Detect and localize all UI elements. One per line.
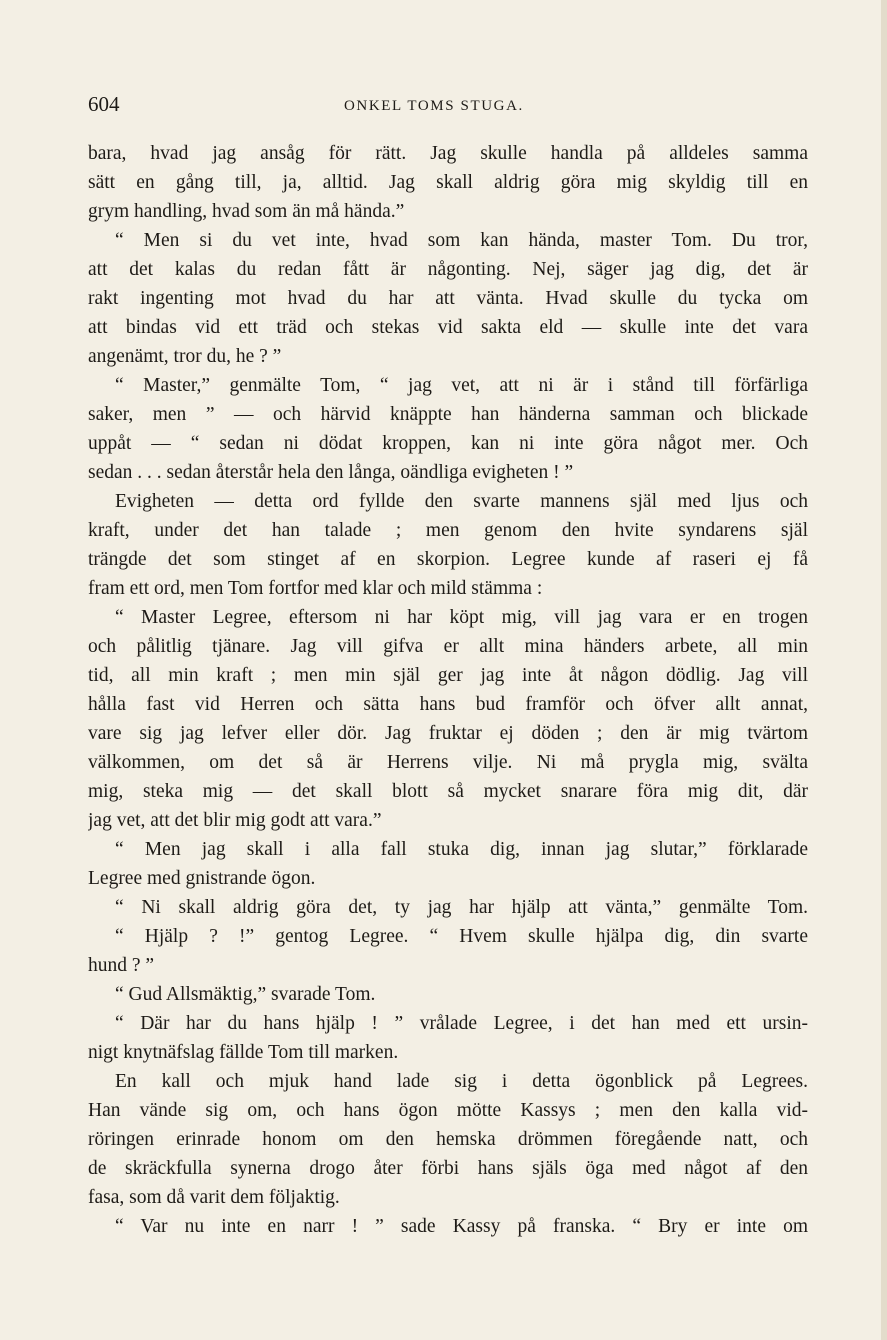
text-line: vare sig jag lefver eller dör. Jag fruktar ej döden ; den är mig tvärtom bbox=[88, 723, 808, 744]
text-line: angenämt, tror du, he ? ” bbox=[88, 346, 282, 367]
text-line: röringen erinrade honom om den hemska drömmen föregående natt, och bbox=[88, 1129, 808, 1150]
text-line: “ Där har du hans hjälp ! ” vrålade Legree, i det han med ett ursin- bbox=[115, 1013, 808, 1034]
text-line: hålla fast vid Herren och sätta hans bud framför och öfver allt annat, bbox=[88, 694, 808, 715]
page-edge bbox=[881, 0, 887, 1340]
running-title: ONKEL TOMS STUGA. bbox=[344, 98, 524, 114]
text-line: hund ? ” bbox=[88, 955, 155, 976]
text-line: fram ett ord, men Tom fortfor med klar och mild stämma : bbox=[88, 578, 543, 599]
text-line: grym handling, hvad som än må hända.” bbox=[88, 201, 405, 222]
text-line: sätt en gång till, ja, alltid. Jag skall aldrig göra mig skyldig till en bbox=[88, 172, 808, 193]
text-line: Han vände sig om, och hans ögon mötte Kassys ; men den kalla vid- bbox=[88, 1100, 808, 1121]
text-line: mig, steka mig — det skall blott så mycket snarare föra mig dit, där bbox=[88, 781, 808, 802]
text-line: “ Gud Allsmäktig,” svarade Tom. bbox=[115, 984, 376, 1005]
text-line: rakt ingenting mot hvad du har att vänta. Hvad skulle du tycka om bbox=[88, 288, 808, 309]
text-line: trängde det som stinget af en skorpion. Legree kunde af raseri ej få bbox=[88, 549, 808, 570]
text-line: kraft, under det han talade ; men genom den hvite syndarens själ bbox=[88, 520, 808, 541]
page-header bbox=[88, 92, 808, 122]
text-line: att det kalas du redan fått är någonting. Nej, säger jag dig, det är bbox=[88, 259, 808, 280]
text-line: “ Hjälp ? !” gentog Legree. “ Hvem skulle hjälpa dig, din svarte bbox=[115, 926, 808, 947]
text-line: och pålitlig tjänare. Jag vill gifva er allt mina händers arbete, all min bbox=[88, 636, 808, 657]
text-line: att bindas vid ett träd och stekas vid sakta eld — skulle inte det vara bbox=[88, 317, 808, 338]
text-line: “ Master,” genmälte Tom, “ jag vet, att ni är i stånd till förfärliga bbox=[115, 375, 808, 396]
text-line: fasa, som då varit dem följaktig. bbox=[88, 1187, 340, 1208]
text-line: “ Master Legree, eftersom ni har köpt mig, vill jag vara er en trogen bbox=[115, 607, 808, 628]
page-number: 604 bbox=[88, 92, 120, 116]
text-line: jag vet, att det blir mig godt att vara.” bbox=[88, 810, 382, 831]
text-line: tid, all min kraft ; men min själ ger jag inte åt någon dödlig. Jag vill bbox=[88, 665, 808, 686]
body-text bbox=[88, 139, 808, 1241]
text-line: bara, hvad jag ansåg för rätt. Jag skulle handla på alldeles samma bbox=[88, 143, 808, 164]
text-line: “ Var nu inte en narr ! ” sade Kassy på franska. “ Bry er inte om bbox=[115, 1216, 808, 1237]
text-line: nigt knytnäfslag fällde Tom till marken. bbox=[88, 1042, 399, 1063]
text-line: sedan . . . sedan återstår hela den långa, oändliga evigheten ! ” bbox=[88, 462, 574, 483]
text-line: “ Men si du vet inte, hvad som kan hända, master Tom. Du tror, bbox=[115, 230, 808, 251]
text-line: saker, men ” — och härvid knäppte han händerna samman och blickade bbox=[88, 404, 808, 425]
text-line: uppåt — “ sedan ni dödat kroppen, kan ni inte göra något mer. Och bbox=[88, 433, 808, 454]
text-line: de skräckfulla synerna drogo åter förbi hans själs öga med något af den bbox=[88, 1158, 808, 1179]
text-line: välkommen, om det så är Herrens vilje. Ni må prygla mig, svälta bbox=[88, 752, 808, 773]
text-line: “ Ni skall aldrig göra det, ty jag har hjälp att vänta,” genmälte Tom. bbox=[115, 897, 808, 918]
text-line: “ Men jag skall i alla fall stuka dig, innan jag slutar,” förklarade bbox=[115, 839, 808, 860]
text-line: Evigheten — detta ord fyllde den svarte mannens själ med ljus och bbox=[115, 491, 808, 512]
text-line: En kall och mjuk hand lade sig i detta ögonblick på Legrees. bbox=[115, 1071, 808, 1092]
text-line: Legree med gnistrande ögon. bbox=[88, 868, 316, 889]
